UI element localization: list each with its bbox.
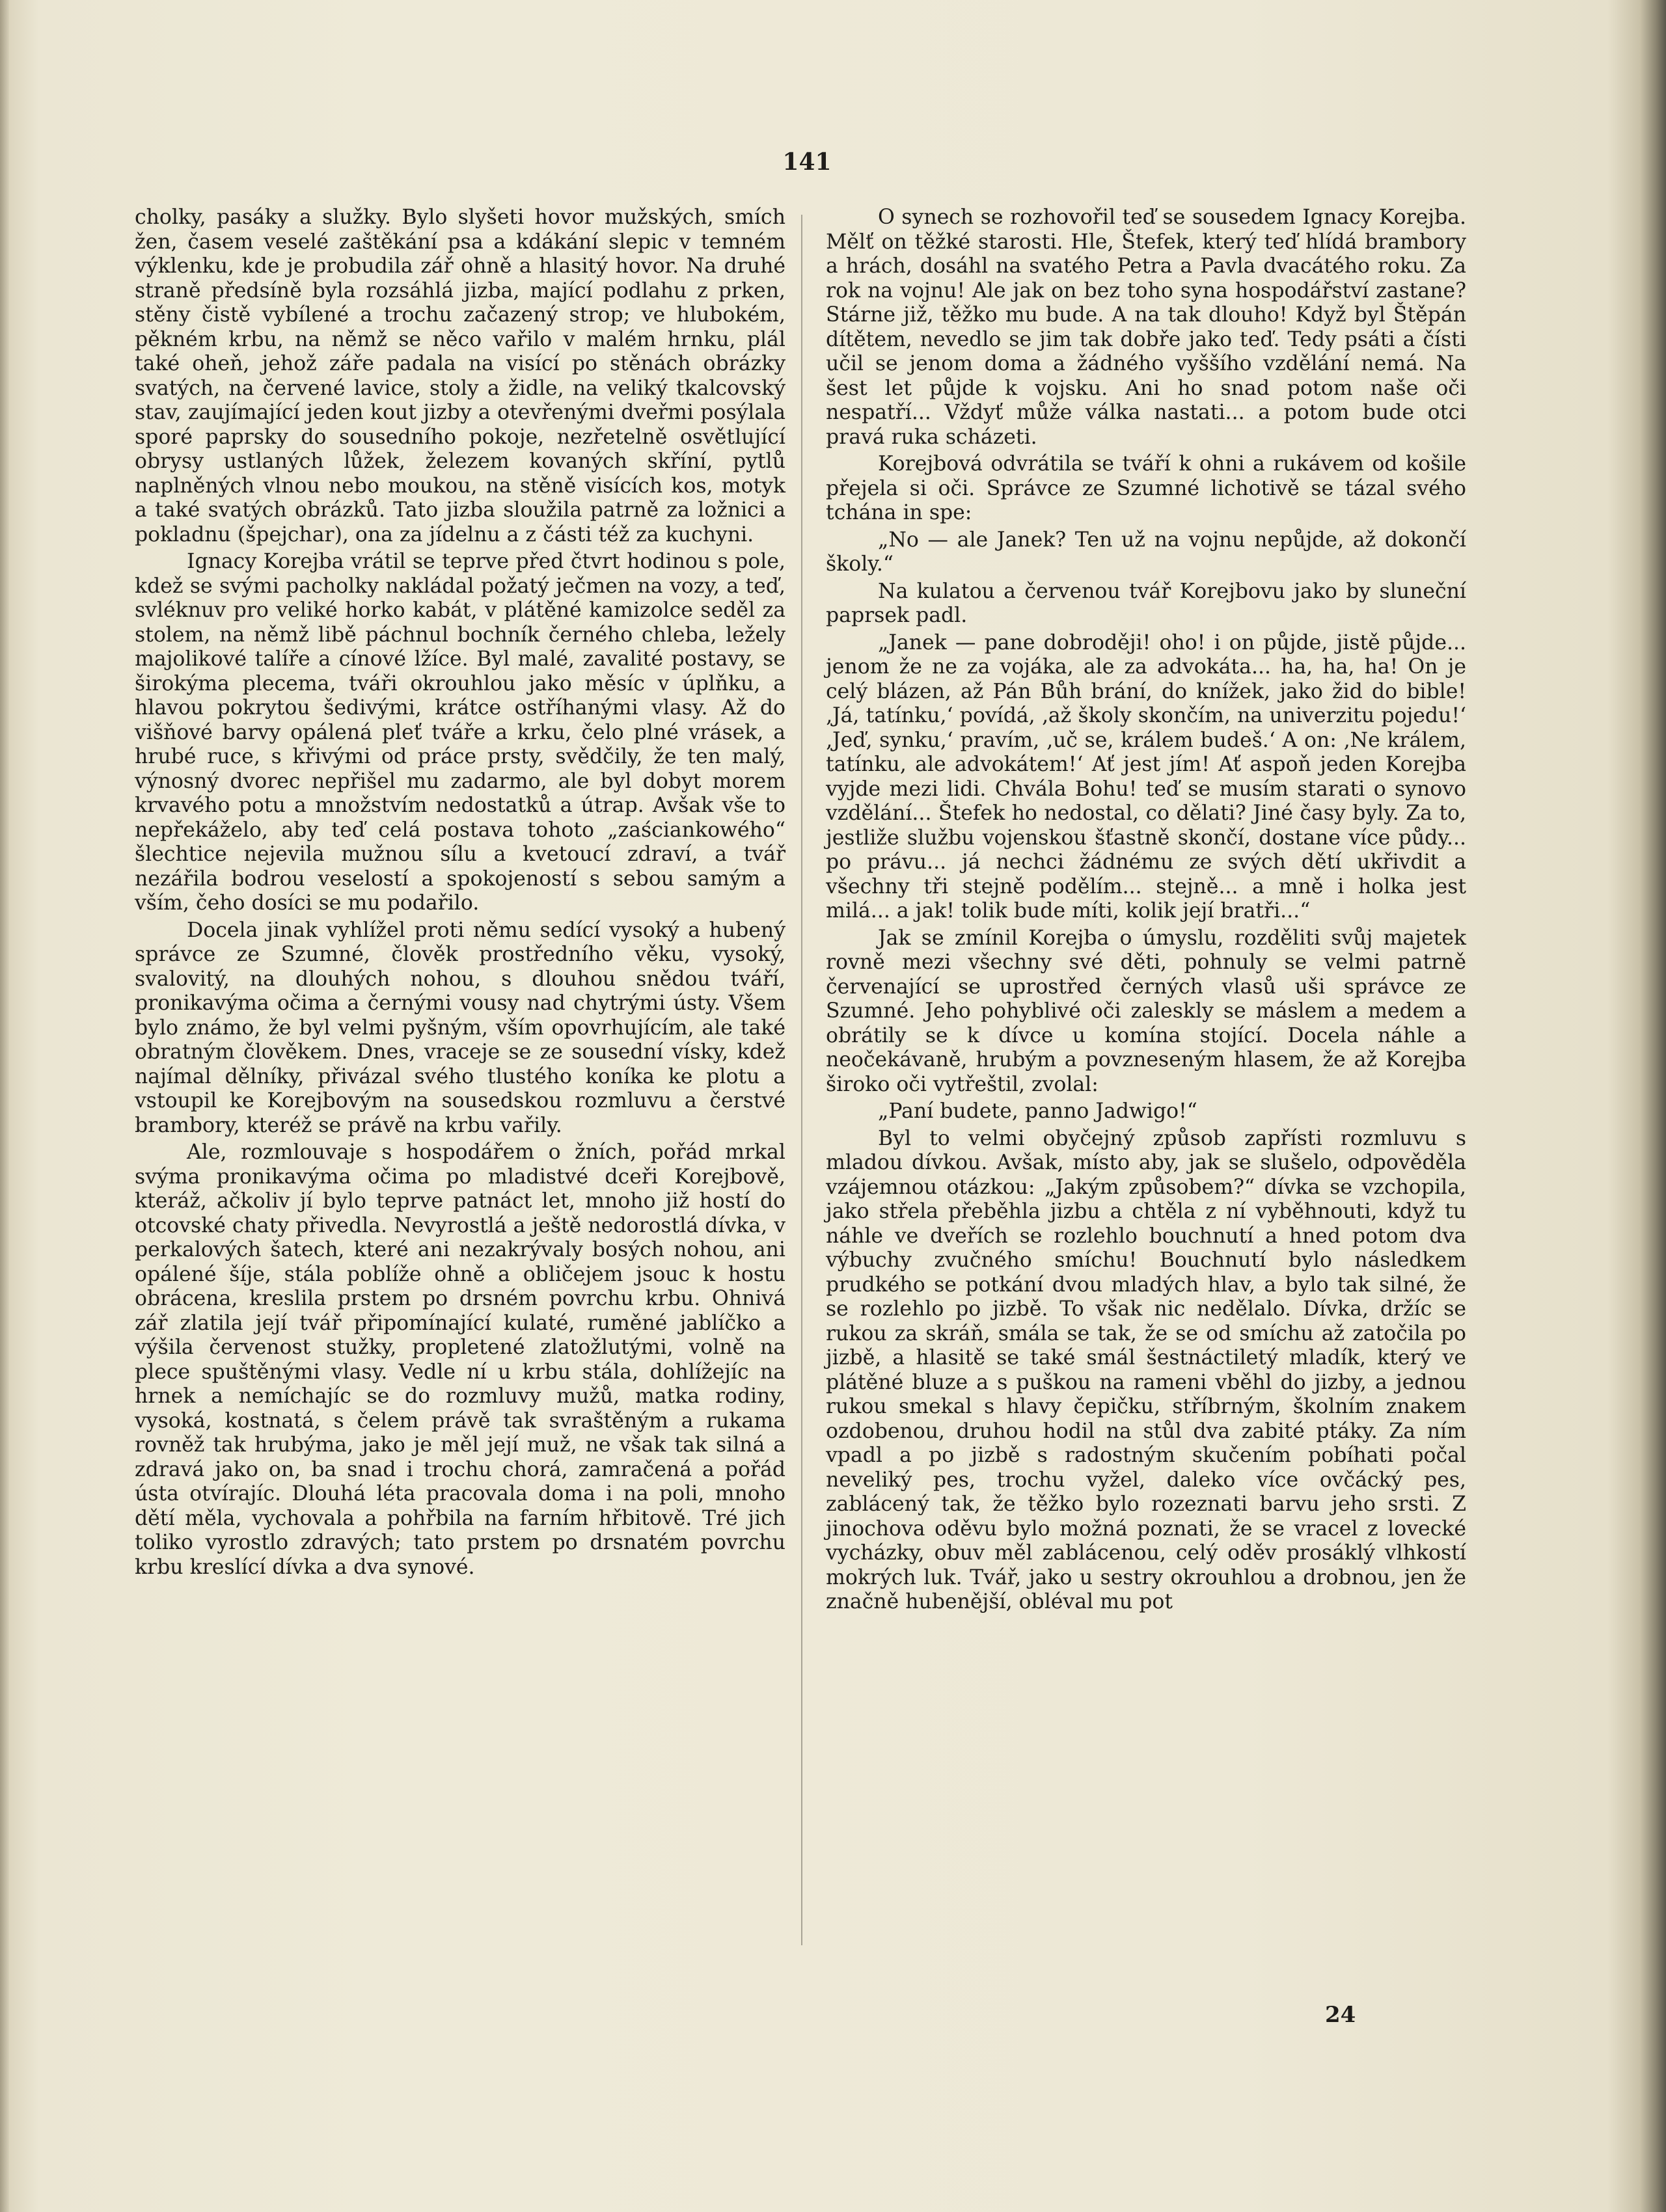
right-paragraph-5: „Janek — pane dobroději! oho! i on půjde, jistě půjde... jenom že ne za vojáka, ale za advokáta... ha, ha, ha! On je celý blázen, až Pán Bůh brání, do knížek, jako žid do bible! ‚Já, tatínku,‘ povídá, ‚až školy skončím, na univerzitu pojedu!‘ ‚Jeď, synku,‘ pravím, ‚uč se, králem budeš.‘ A on: ‚Ne králem, tatínku, ale advokátem!‘ Ať jest jím! Ať aspoň jeden Korejba vyjde mezi lidi. Chvála Bohu! teď se musím starati o synovo vzdělání... Štefek ho nedostal, co dělati? Jiné časy byly. Za to, jestliže službu vojenskou šťastně skončí, dostane více půdy... po právu... já nechci žádnému ze svých dětí ukřivdit a všechny tři stejně podělím... stejně... a mně i holka jest milá... a jak! tolik bude míti, kolik její bratři...“ xyxy=(826,630,1466,923)
right-paragraph-1: O synech se rozhovořil teď se sousedem Ignacy Korejba. Mělť on těžké starosti. Hle, Štefek, který teď hlídá brambory a hrách, dosáhl na svatého Petra a Pavla dvacátého roku. Za rok na vojnu! Ale jak on bez toho syna hospodářství zastane? Stárne již, těžko mu bude. A na tak dlouho! Když byl Štěpán dítětem, nevedlo se jim tak dobře jako teď. Tedy psáti a čísti učil se jenom doma a žádného vyššího vzdělání nemá. Na šest let půjde k vojsku. Ani ho snad potom naše oči nespatří... Vždyť může válka nastati... a potom bude otci pravá ruka scházeti. xyxy=(826,206,1466,449)
column-divider xyxy=(801,215,802,1945)
left-paragraph-3: Docela jinak vyhlížel proti němu sedící vysoký a hubený správce ze Szumné, člověk prostředního věku, vysoký, svalovitý, na dlouhých nohou, s dlouhou snědou tváří, pronikavýma očima a černými vousy nad chytrými ústy. Všem bylo známo, že byl velmi pyšným, vším opovrhujícím, ale také obratným člověkem. Dnes, vraceje se ze sousední vísky, kdež najímal dělníky, přivázal svého tlustého koníka ke plotu a vstoupil ke Korejbovým na sousedskou rozmluvu a čerstvé brambory, kteréž se právě na krbu vařily. xyxy=(135,918,785,1137)
left-paragraph-1: cholky, pasáky a služky. Bylo slyšeti hovor mužských, smích žen, časem veselé zaštěkání psa a kdákání slepic v temném výklenku, kde je probudila zář ohně a hlasitý hovor. Na druhé straně předsíně byla rozsáhlá jizba, mající podlahu z prken, stěny čistě vybílené a trochu začazený strop; ve hlubokém, pěkném krbu, na němž se něco vařilo v malém hrnku, plál také oheň, jehož záře padala na visící po stěnách obrázky svatých, na červené lavice, stoly a židle, na veliký tkalcovský stav, zaujímající jeden kout jizby a otevřenými dveřmi posýlala sporé paprsky do sousedního pokoje, nezřetelně osvětlující obrysy ustlaných lůžek, železem kovaných skříní, pytlů naplněných vlnou nebo moukou, na stěně visících kos, motyk a také svatých obrázků. Tato jizba sloužila patrně za ložnici a pokladnu (špejchar), ona za jídelnu a z části též za kuchyni. xyxy=(135,206,785,546)
right-paragraph-2: Korejbová odvrátila se tváří k ohni a rukávem od košile přejela si oči. Správce ze Szumné lichotivě se tázal svého tchána in spe: xyxy=(826,452,1466,524)
left-text-column xyxy=(135,206,785,1582)
right-paragraph-4: Na kulatou a červenou tvář Korejbovu jako by sluneční paprsek padl. xyxy=(826,579,1466,627)
right-paragraph-7: „Paní budete, panno Jadwigo!“ xyxy=(878,1099,1197,1123)
signature-mark: 24 xyxy=(1325,2002,1356,2028)
page-number: 141 xyxy=(782,148,832,176)
right-paragraph-6: Jak se zmínil Korejba o úmyslu, rozděliti svůj majetek rovně mezi všechny své děti, pohnuly se velmi patrně červenající se uprostřed černých vlasů uši správce ze Szumné. Jeho pohyblivé oči zaleskly se máslem a medem a obrátily se k dívce u komína stojící. Docela náhle a neočekávaně, hrubým a povzneseným hlasem, že až Korejba široko oči vytřeštil, zvolal: xyxy=(826,926,1466,1096)
left-paragraph-4: Ale, rozmlouvaje s hospodářem o žních, pořád mrkal svýma pronikavýma očima po mladistvé dceři Korejbově, kteráž, ačkoliv jí bylo teprve patnáct let, mnoho již hostí do otcovské chaty přivedla. Nevyrostlá a ještě nedorostlá dívka, v perkalových šatech, které ani nezakrývaly bosých nohou, ani opálené šíje, stála poblíže ohně a obličejem jsouc k hostu obrácena, kreslila prstem po drsném povrchu krbu. Ohnivá zář zlatila její tvář připomínající kulaté, ruměné jablíčko a výšila červenost stužky, propletené zlatožlutými, volně na plece spuštěnými vlasy. Vedle ní u krbu stála, dohlížejíc na hrnek a nemíchajíc se do rozmluvy mužů, matka rodiny, vysoká, kostnatá, s čelem právě tak svraštěným a rukama rovněž tak hrubýma, jako je měl její muž, ne však tak silná a zdravá jako on, ba snad i trochu chorá, zamračená a pořád ústa otvírajíc. Dlouhá léta pracovala doma i na poli, mnoho dětí měla, vychovala a pohřbila na farním hřbitově. Tré jich toliko vyrostlo zdravých; tato prstem po drsnatém povrchu krbu kreslící dívka a dva synové. xyxy=(135,1140,785,1579)
right-paragraph-3: „No — ale Janek? Ten už na vojnu nepůjde, až dokončí školy.“ xyxy=(826,528,1466,576)
left-paragraph-2: Ignacy Korejba vrátil se teprve před čtvrt hodinou s pole, kdež se svými pacholky nakládal požatý ječmen na vozy, a teď, svléknuv pro veliké horko kabát, v plátěné kamizolce seděl za stolem, na němž libě páchnul bochník černého chleba, ležely majolikové talíře a cínové lžíce. Byl malé, zavalité postavy, se širokýma plecema, tváři okrouhlou jako měsíc v úplňku, a hlavou pokrytou šedivými, krátce ostříhanými vlasy. Až do višňové barvy opálená pleť tváře a krku, čelo plné vrásek, a hrubé ruce, s křivými od práce prsty, svědčily, že ten malý, výnosný dvorec nepřišel mu zadarmo, ale byl dobyt morem krvavého potu a množstvím nedostatků a útrap. Avšak vše to nepřekáželo, aby teď celá postava tohoto „zaściankowého“ šlechtice nejevila mužnou sílu a kvetoucí zdraví, a tvář nezářila bodrou veselostí a spokojeností s sebou samým a vším, čeho dosíci se mu podařilo. xyxy=(135,550,785,915)
right-text-column xyxy=(826,206,1466,1617)
page-binding-edge xyxy=(0,0,9,2212)
right-paragraph-8: Byl to velmi obyčejný způsob zapřísti rozmluvu s mladou dívkou. Avšak, místo aby, jak se slušelo, odpověděla vzájemnou otázkou: „Jakým způsobem?“ dívka se vzchopila, jako střela přeběhla jizbu a chtěla z ní vyběhnouti, když tu náhle ve dveřích se rozlehlo bouchnutí a hned potom dva výbuchy zvučného smíchu! Bouchnutí bylo následkem prudkého se potkání dvou mladých hlav, a bylo tak silné, že se rozlehlo po jizbě. To však nic nedělalo. Dívka, držíc se rukou za skráň, smála se tak, že se od smíchu až zatočila po jizbě, a hlasitě se také smál šestnáctiletý mladík, který ve plátěné bluze a s puškou na rameni vběhl do jizby, a jednou rukou smekal s hlavy čepičku, stříbrným, školním znakem ozdobenou, druhou hodil na stůl dva zabité ptáky. Za ním vpadl a po jizbě s radostným skučením pobíhati počal neveliký pes, trochu vyžel, daleko více ovčácký pes, zablácený tak, že těžko bylo rozeznati barvu jeho srsti. Z jinochova oděvu bylo možná poznati, že se vracel z lovecké vycházky, obuv měl zablácenou, celý oděv prosáklý vlhkostí mokrých luk. Tvář, jako u sestry okrouhlou a drobnou, jen že značně hubenější, obléval mu pot xyxy=(826,1126,1466,1613)
